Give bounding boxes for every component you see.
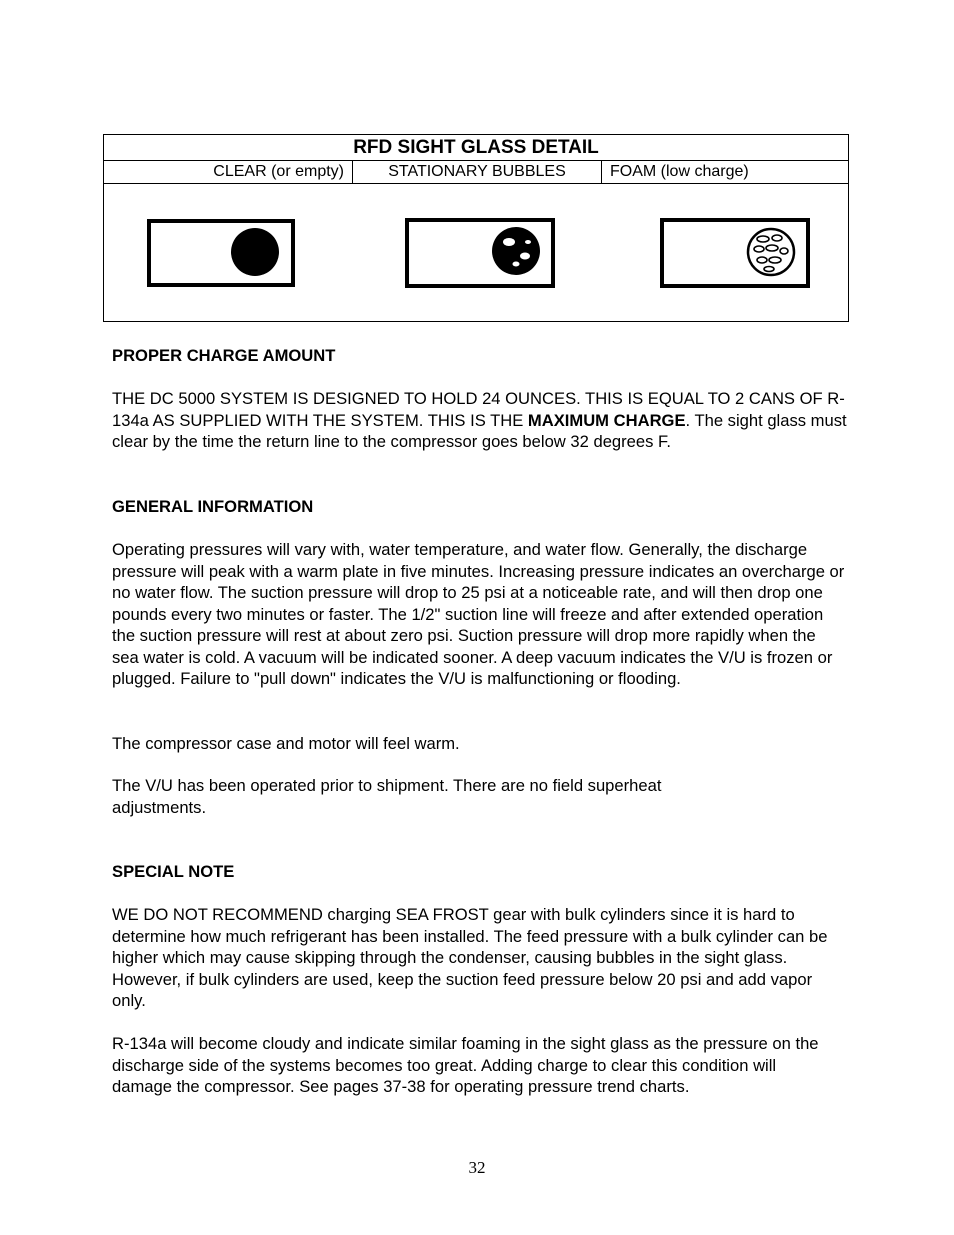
sight-glass-header-row [104,161,848,184]
clear-sight-glass-icon [149,221,293,285]
special-note-paragraph-2: R-134a will become cloudy and indicate similar foaming in the sight glass as the pressure on the discharge side of the systems becomes too great. Adding charge to clear this condition will damage the compressor. See pages 37-38 for operating pressure trend charts. [112,1034,819,1096]
proper-charge-heading: PROPER CHARGE AMOUNT [112,346,336,365]
column-stationary-bubbles: STATIONARY BUBBLES [353,161,602,183]
sight-glass-table [103,134,849,322]
superheat-paragraph: The V/U has been operated prior to shipment. There are no field superheat adjustments. [112,776,662,817]
special-note-heading: SPECIAL NOTE [112,862,235,881]
stationary-bubbles-sight-glass-icon [407,220,553,286]
maximum-charge-emphasis: MAXIMUM CHARGE [527,410,686,430]
foam-sight-glass-icon [662,220,808,286]
general-information-paragraph: Operating pressures will vary with, water temperature, and water flow. Generally, the discharge pressure will peak with a warm plate in five minutes. Increasing pressure indicates an overcharge or no water flow. The suction pressure will drop to 25 psi at a noticeable rate, and will then drop one pounds every two minutes or faster. The 1/2" suction line will freeze and after extended operation the suction pressure will rest at about zero psi. Suction pressure will drop more rapidly when the sea water is cold. A vacuum will be indicated sooner. A deep vacuum indicates the V/U is frozen or plugged. Failure to "pull down" indicates the V/U is malfunctioning or flooding. [112,540,845,688]
column-clear: CLEAR (or empty) [104,161,353,183]
sight-glass-diagrams [104,184,848,322]
sight-glass-images [104,184,848,322]
sight-glass-title: RFD SIGHT GLASS DETAIL [104,135,848,161]
compressor-warm-paragraph: The compressor case and motor will feel warm. [112,734,460,753]
special-note-paragraph-1: WE DO NOT RECOMMEND charging SEA FROST gear with bulk cylinders since it is hard to determine how much refrigerant has been installed. The feed pressure with a bulk cylinder can be higher which may cause skipping through the condenser, causing bubbles in the sight glass. However, if bulk cylinders are used, keep the suction feed pressure below 20 psi and add vapor only. [112,905,828,1010]
column-foam: FOAM (low charge) [610,163,749,180]
page-number: 32 [468,1158,486,1177]
proper-charge-paragraph: THE DC 5000 SYSTEM IS DESIGNED TO HOLD 24 OUNCES. THIS IS EQUAL TO 2 CANS OF R-134a AS SUPPLIED WITH THE SYSTEM. THIS IS THE MAXIMUM CHARGE. The sight glass must clear by the time the return line to the compressor goes below 32 degrees F. [112,389,847,451]
general-information-heading: GENERAL INFORMATION [112,497,314,516]
